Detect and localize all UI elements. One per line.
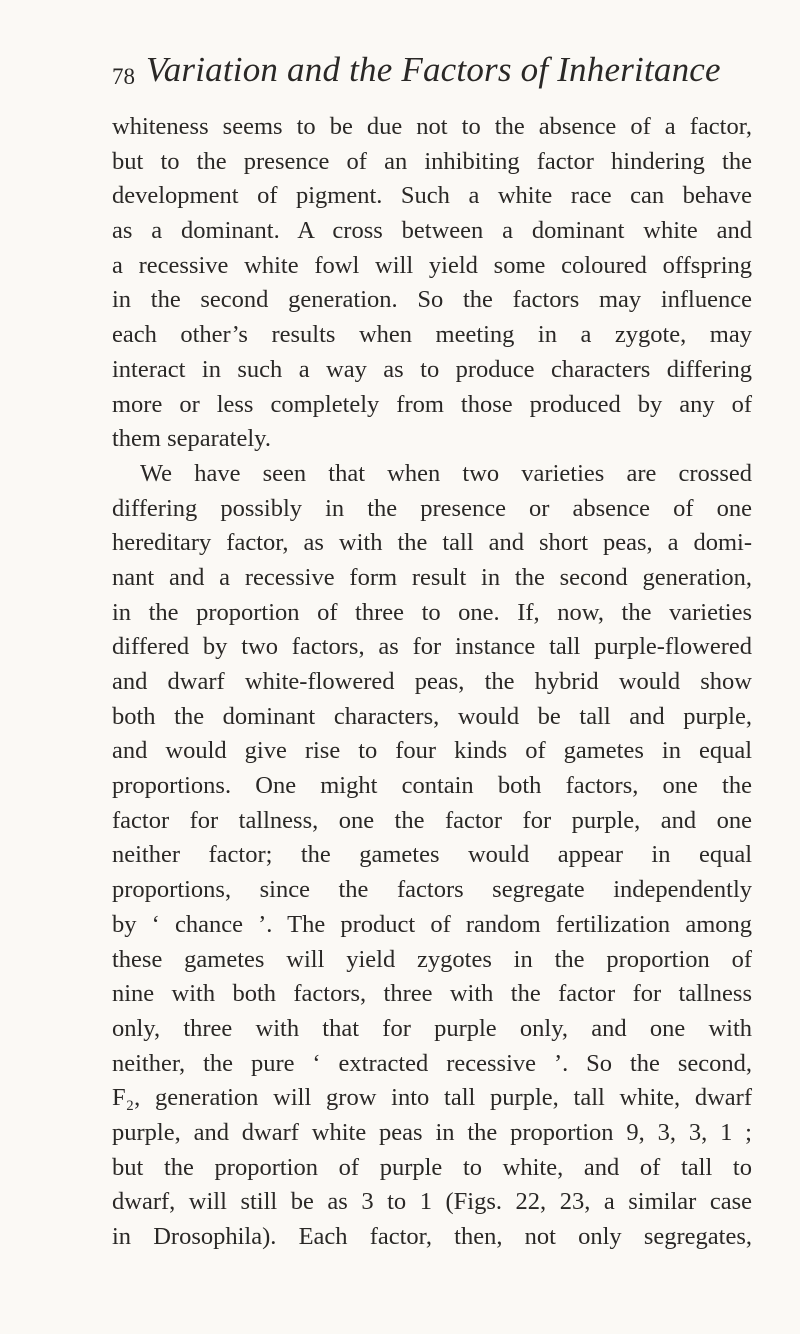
running-title: Variation and the Factors of Inheritance: [146, 50, 721, 89]
text-line: but to the presence of an inhibiting factor hindering the: [112, 147, 752, 175]
text-line: by ‘ chance ’. The product of random fertilization among: [112, 910, 752, 938]
text-line: in Drosophila). Each factor, then, not only segregates,: [112, 1223, 752, 1250]
text-line: differing possibly in the presence or absence of one: [112, 494, 752, 522]
text-line: differed by two factors, as for instance tall purple-flowered: [112, 633, 752, 661]
text-line: in the proportion of three to one. If, now, the varieties: [112, 598, 752, 626]
text-line: purple, and dwarf white peas in the proportion 9, 3, 3, 1 ;: [112, 1118, 752, 1146]
text-line: nant and a recessive form result in the second generation,: [112, 563, 752, 591]
text-line: interact in such a way as to produce characters differing: [112, 355, 752, 383]
text-line: and would give rise to four kinds of gametes in equal: [112, 737, 752, 765]
body-text: [112, 110, 752, 1255]
text-line: in the second generation. So the factors may influence: [112, 286, 752, 314]
text-line: a recessive white fowl will yield some coloured offspring: [112, 251, 752, 279]
text-line: as a dominant. A cross between a dominant white and: [112, 217, 752, 245]
text-line: whiteness seems to be due not to the absence of a factor,: [112, 113, 752, 140]
page-header: [112, 50, 752, 94]
text-line: these gametes will yield zygotes in the proportion of: [112, 945, 752, 973]
text-line: hereditary factor, as with the tall and short peas, a domi-: [112, 529, 752, 557]
text-line: each other’s results when meeting in a zygote, may: [112, 321, 752, 349]
text-line: proportions, since the factors segregate independently: [112, 876, 752, 904]
text-line: F₂, generation will grow into tall purple, tall white, dwarf: [112, 1084, 752, 1112]
text-line: proportions. One might contain both factors, one the: [112, 772, 752, 800]
text-line: more or less completely from those produced by any of: [112, 390, 752, 418]
text-line: them separately.: [112, 425, 271, 453]
text-line: both the dominant characters, would be tall and purple,: [112, 702, 752, 730]
text-line: nine with both factors, three with the factor for tallness: [112, 980, 752, 1008]
text-line: development of pigment. Such a white race can behave: [112, 182, 752, 210]
text-line: dwarf, will still be as 3 to 1 (Figs. 22, 23, a similar case: [112, 1188, 752, 1216]
text-line: neither factor; the gametes would appear in equal: [112, 841, 752, 869]
paragraph-start-line: We have seen that when two varieties are crossed: [140, 459, 752, 487]
page-number: 78: [112, 64, 135, 89]
text-line: neither, the pure ‘ extracted recessive ’. So the second,: [112, 1049, 752, 1077]
text-line: only, three with that for purple only, and one with: [112, 1014, 752, 1042]
text-line: and dwarf white-flowered peas, the hybrid would show: [112, 668, 752, 695]
text-line: factor for tallness, one the factor for purple, and one: [112, 806, 752, 834]
text-line: but the proportion of purple to white, and of tall to: [112, 1153, 752, 1181]
